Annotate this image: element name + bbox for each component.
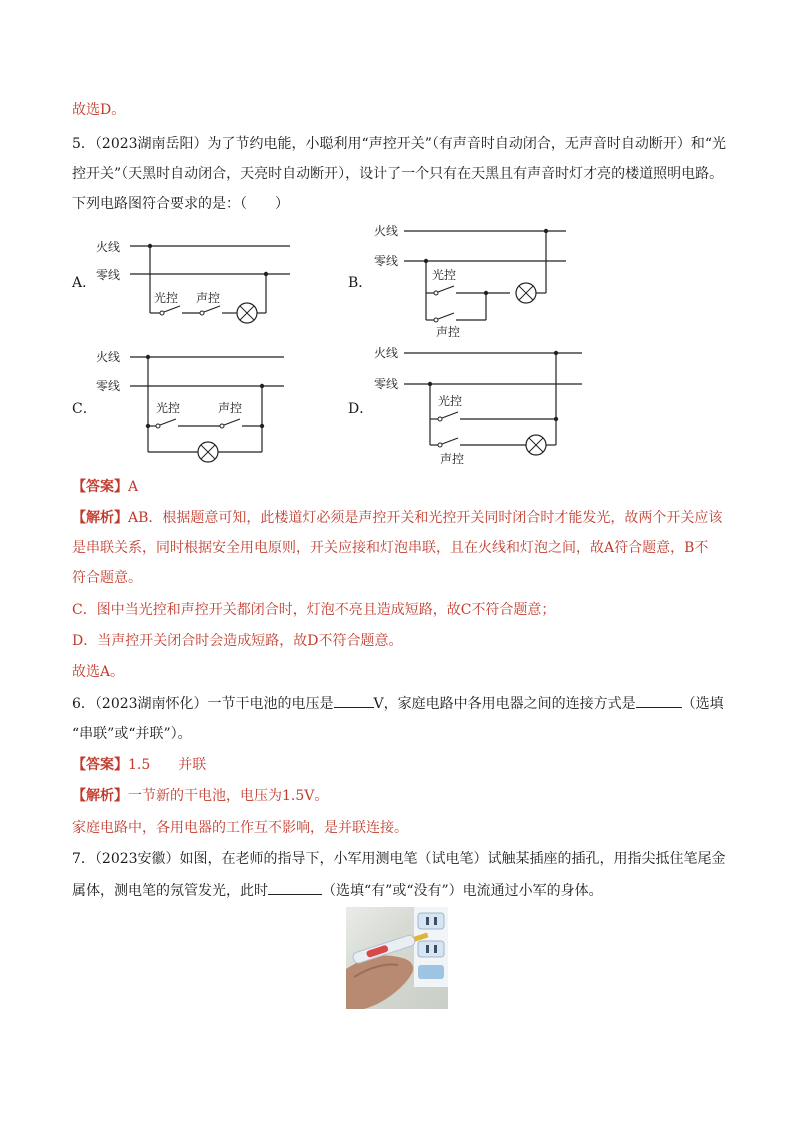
- option-c-label: C．: [72, 401, 97, 417]
- live-wire-label: 火线: [96, 350, 121, 364]
- q5-answer: 【答案】A: [72, 479, 139, 495]
- q5-analysis-line1: 【解析】AB．根据题意可知，此楼道灯必须是声控开关和光控开关同时闭合时才能发光，故两个开关应该: [72, 510, 723, 526]
- live-wire-label: 火线: [96, 240, 121, 254]
- answer-blank[interactable]: [268, 880, 322, 895]
- circuit-diagram-d: [370, 342, 590, 470]
- neutral-wire-label: 零线: [374, 254, 399, 268]
- q5-stem-line3: 下列电路图符合要求的是：（ ）: [72, 196, 289, 212]
- q7-stem-line1: 7．（2023安徽）如图，在老师的指导下，小军用测电笔（试电笔）试触某插座的插孔，用指尖抵住笔尾金: [72, 851, 726, 867]
- light-switch-label: 光控: [432, 268, 457, 282]
- answer-blank[interactable]: [334, 693, 374, 708]
- option-a-label: A．: [72, 275, 97, 291]
- q5-stem-line1: 5．（2023湖南岳阳）为了节约电能，小聪利用“声控开关”（有声音时自动闭合，无声音时自动断开）和“光: [72, 136, 727, 152]
- light-switch-label: 光控: [154, 291, 179, 305]
- sound-switch-label: 声控: [196, 291, 221, 305]
- sound-switch-label: 声控: [440, 452, 465, 466]
- light-switch-label: 光控: [156, 401, 181, 415]
- q6-analysis-line2: 家庭电路中，各用电器的工作互不影响，是并联连接。: [72, 820, 408, 836]
- q5-analysis-line3: 符合题意。: [72, 570, 142, 586]
- neutral-wire-label: 零线: [96, 379, 121, 393]
- option-d-label: D．: [348, 401, 374, 417]
- circuit-diagram-c: [92, 346, 292, 466]
- q5-analysis-line5: D．当声控开关闭合时会造成短路，故D不符合题意。: [72, 633, 403, 649]
- q6-answer: 【答案】1.5 并联: [72, 757, 207, 773]
- q6-stem-line1: 6．（2023湖南怀化）一节干电池的电压是 V，家庭电路中各用电器之间的连接方式是 （选填: [72, 693, 724, 714]
- option-b-label: B．: [348, 275, 373, 291]
- q5-stem-line2: 控开关”（天黑时自动闭合，天亮时自动断开），设计了一个只有在天黑且有声音时灯才亮的楼道照明电路。: [72, 166, 724, 182]
- answer-blank[interactable]: [636, 693, 682, 708]
- q5-analysis-line2: 是串联关系，同时根据安全用电原则，开关应接和灯泡串联，且在火线和灯泡之间，故A符合题意，B不: [72, 540, 709, 556]
- neutral-wire-label: 零线: [374, 377, 399, 391]
- sound-switch-label: 声控: [218, 401, 243, 415]
- live-wire-label: 火线: [374, 224, 399, 238]
- sound-switch-label: 声控: [436, 325, 461, 339]
- q5-analysis-line4: C．图中当光控和声控开关都闭合时，灯泡不亮且造成短路，故C不符合题意；: [72, 602, 556, 618]
- q7-stem-line2: 属体，测电笔的氖管发光，此时 （选填“有”或“没有”）电流通过小军的身体。: [72, 880, 603, 901]
- q4-conclusion: 故选D。: [72, 102, 126, 118]
- q6-analysis-line1: 【解析】一节新的干电池，电压为1.5V。: [72, 788, 329, 804]
- light-switch-label: 光控: [438, 394, 463, 408]
- circuit-diagram-a: [92, 236, 302, 326]
- live-wire-label: 火线: [374, 346, 399, 360]
- q6-stem-line2: “串联”或“并联”）。: [72, 726, 192, 742]
- neutral-wire-label: 零线: [96, 268, 121, 282]
- q5-conclusion: 故选A。: [72, 664, 125, 680]
- test-pen-photo: [346, 907, 448, 1009]
- circuit-diagram-b: [370, 220, 580, 340]
